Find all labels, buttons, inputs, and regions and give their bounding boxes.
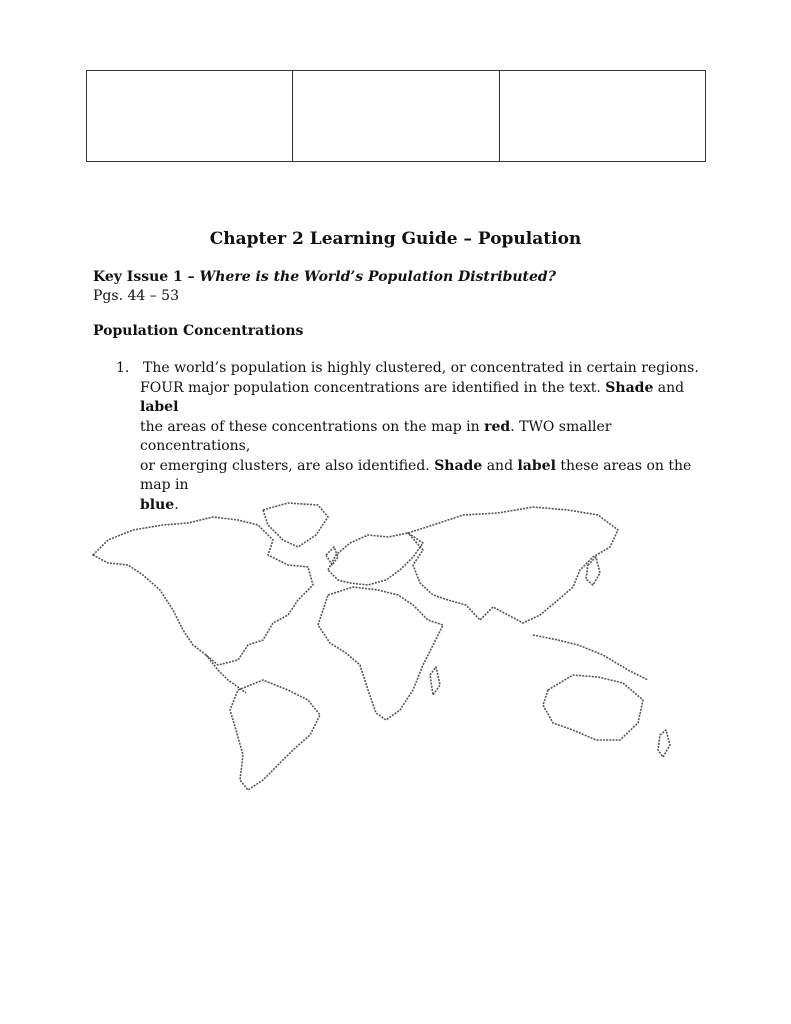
emphasis-blue: blue: [140, 496, 175, 513]
emphasis-red: red: [484, 418, 511, 435]
madagascar-outline: [430, 667, 440, 695]
item-sentence-3: the areas of these concentrations on the map in: [140, 418, 485, 435]
key-issue-label: Key Issue 1 –: [93, 269, 200, 285]
key-issue-line: [93, 268, 556, 287]
list-item: [116, 359, 716, 515]
page-range: Pgs. 44 – 53: [93, 288, 179, 304]
item-number: 1.: [116, 360, 130, 376]
world-outline-map[interactable]: [88, 495, 700, 795]
south-america-outline: [230, 680, 320, 790]
answer-table: [86, 70, 706, 162]
answer-cell-1[interactable]: [87, 71, 293, 162]
africa-outline: [318, 587, 443, 720]
item-period: .: [174, 496, 179, 513]
item-and: and: [653, 379, 685, 396]
emphasis-shade: Shade: [605, 379, 654, 396]
item-body: [140, 359, 716, 515]
emphasis-shade-2: Shade: [434, 457, 483, 474]
asia-outline: [408, 507, 618, 623]
new-zealand-outline: [658, 730, 670, 757]
north-america-outline: [93, 517, 313, 665]
australia-outline: [543, 675, 643, 740]
southeast-asia-islands-outline: [533, 635, 648, 680]
key-issue-question: Where is the World’s Population Distributed?: [199, 269, 556, 285]
page-title: Chapter 2 Learning Guide – Population: [209, 229, 582, 249]
section-heading: Population Concentrations: [93, 323, 304, 339]
answer-cell-3[interactable]: [499, 71, 705, 162]
item-and-2: and: [482, 457, 518, 474]
item-sentence-1: The world’s population is highly clustered, or concentrated in certain regions.: [143, 360, 699, 376]
answer-cell-2[interactable]: [293, 71, 499, 162]
item-sentence-5: or emerging clusters, are also identified.: [140, 457, 435, 474]
item-sentence-4: . TWO smaller concentrations,: [140, 418, 612, 454]
emphasis-label: label: [140, 399, 179, 415]
europe-outline: [328, 533, 423, 585]
item-sentence-2: FOUR major population concentrations are identified in the text.: [140, 379, 606, 396]
emphasis-label-2: label: [517, 457, 556, 474]
item-sentence-6: these areas on the map in: [140, 457, 692, 493]
